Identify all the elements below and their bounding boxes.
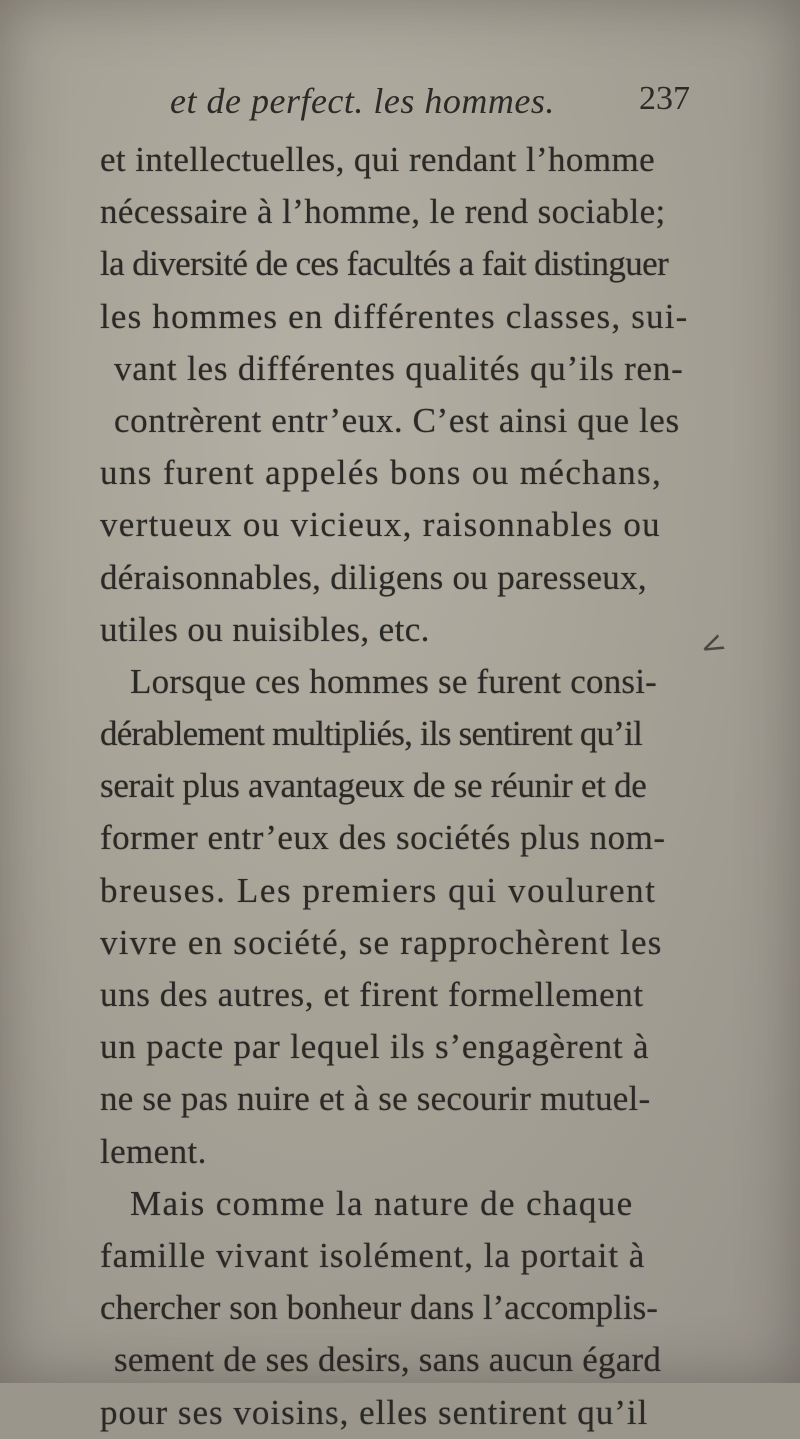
running-head: et de perfect. les hommes. [170, 81, 555, 121]
text-line-20: lement. [100, 1131, 207, 1171]
text-line-15: breuses. Les premiers qui voulurent [100, 870, 657, 910]
text-line-3: la diversité de ces facultés a fait distinguer [100, 244, 669, 284]
text-line-8: vertueux ou vicieux, raisonnables ou [100, 505, 661, 545]
text-line-9: déraisonnables, diligens ou paresseux, [100, 557, 647, 597]
margin-annotation-mark: < [693, 624, 732, 667]
text-line-19: ne se pas nuire et à se secourir mutuel- [100, 1079, 651, 1119]
text-line-16: vivre en société, se rapprochèrent les [100, 922, 663, 962]
text-line-10: utiles ou nuisibles, etc. [100, 609, 430, 649]
page-header [170, 80, 690, 124]
text-line-13: serait plus avantageux de se réunir et de [100, 766, 647, 806]
text-line-2: nécessaire à l’homme, le rend sociable; [100, 192, 666, 232]
text-line-21: Mais comme la nature de chaque [130, 1183, 634, 1223]
text-line-11: Lorsque ces hommes se furent consi- [130, 661, 657, 701]
text-line-14: former entr’eux des sociétés plus nom- [100, 818, 666, 858]
text-line-23: chercher son bonheur dans l’accomplis- [100, 1288, 658, 1328]
text-line-24: sement de ses desirs, sans aucun égard [114, 1340, 662, 1380]
text-line-18: un pacte par lequel ils s’engagèrent à [100, 1027, 650, 1067]
text-line-6: contrèrent entr’eux. C’est ainsi que les [114, 400, 680, 440]
text-line-7: uns furent appelés bons ou méchans, [100, 453, 663, 493]
text-line-4: les hommes en différentes classes, sui- [100, 296, 689, 336]
text-line-25: pour ses voisins, elles sentirent qu’il [100, 1392, 649, 1432]
text-line-22: famille vivant isolément, la portait à [100, 1235, 646, 1275]
text-line-17: uns des autres, et firent formellement [100, 975, 644, 1014]
text-line-5: vant les différentes qualités qu’ils ren- [114, 348, 684, 388]
text-line-1: et intellectuelles, qui rendant l’homme [100, 140, 656, 179]
text-line-12: dérablement multipliés, ils sentirent qu’il [100, 714, 643, 754]
body-text [100, 134, 690, 1439]
page-number: 237 [639, 80, 690, 117]
